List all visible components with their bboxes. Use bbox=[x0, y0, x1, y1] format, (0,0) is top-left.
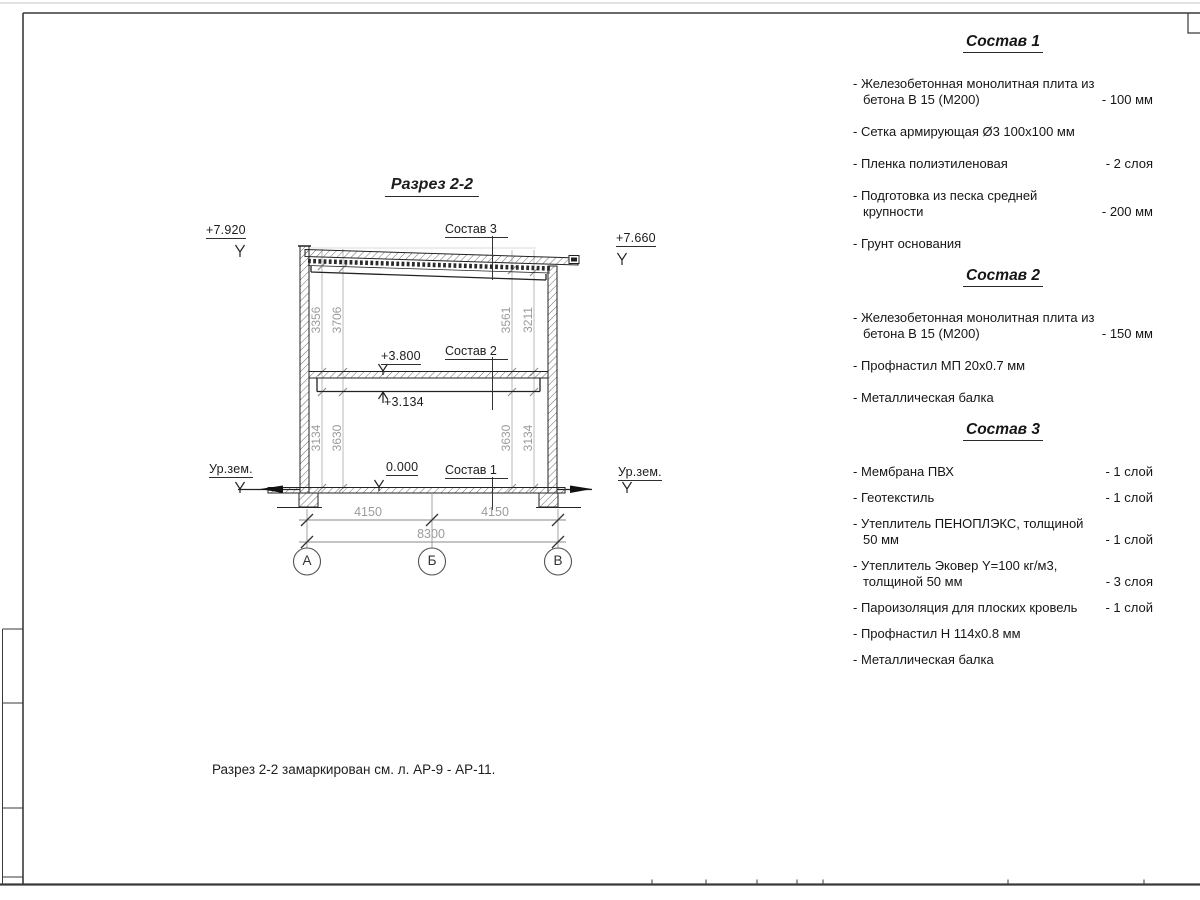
spec-item: - Железобетонная монолитная плита из бетона В 15 (М200) - 100 мм bbox=[853, 76, 1153, 107]
spec-section-title: Состав 3 bbox=[853, 422, 1153, 438]
axis-label-a: А bbox=[302, 553, 312, 568]
level-arrows bbox=[236, 245, 632, 493]
level-roof-left: +7.920 bbox=[206, 223, 246, 237]
spec-item: - Металлическая балка bbox=[853, 390, 994, 405]
spec-item: - Сетка армирующая Ø3 100х100 мм bbox=[853, 124, 1075, 139]
spec-item: - Грунт основания bbox=[853, 236, 962, 251]
spec-section-title: Состав 1 bbox=[853, 34, 1153, 50]
section-note: Разрез 2-2 замаркирован см. л. АР-9 - АР-11. bbox=[212, 762, 496, 777]
spec-section-2 bbox=[853, 268, 1153, 406]
dim-lower-left-outer: 3134 bbox=[309, 424, 323, 452]
level-floor1: 0.000 bbox=[386, 460, 419, 474]
dim-span-right: 4150 bbox=[481, 505, 509, 519]
dim-upper-left-inner: 3706 bbox=[330, 306, 344, 334]
dim-total: 8300 bbox=[417, 527, 445, 541]
foundation-left bbox=[299, 493, 318, 507]
spec-section-3 bbox=[853, 422, 1153, 668]
spec-panel bbox=[853, 26, 1153, 678]
spec-item: - Профнастил Н 114х0.8 мм bbox=[853, 626, 1021, 641]
leader-label-sostav2: Состав 2 bbox=[445, 344, 508, 360]
spec-item: - Пароизоляция для плоских кровель - 1 слой bbox=[853, 600, 1153, 615]
foundation-right bbox=[539, 493, 558, 507]
leader-label-sostav1: Состав 1 bbox=[445, 463, 508, 479]
axis-label-b: Б bbox=[427, 553, 437, 568]
floor1-slab bbox=[268, 488, 565, 494]
spec-item: - Геотекстиль - 1 слой bbox=[853, 490, 1153, 505]
floor2-slab bbox=[309, 372, 548, 379]
leader-label-sostav3: Состав 3 bbox=[445, 222, 508, 238]
spec-section-title: Состав 2 bbox=[853, 268, 1153, 284]
dim-lower-right-outer: 3134 bbox=[521, 424, 535, 452]
spec-item: - Утеплитель ПЕНОПЛЭКС, толщиной 50 мм - 1 слой bbox=[853, 516, 1153, 547]
level-beam: +3.134 bbox=[384, 395, 424, 409]
spec-item: - Железобетонная монолитная плита из бетона В 15 (М200) - 150 мм bbox=[853, 310, 1153, 341]
level-roof-right: +7.660 bbox=[616, 231, 656, 245]
drawing-title: Разрез 2-2 bbox=[385, 176, 479, 197]
dim-span-left: 4150 bbox=[354, 505, 382, 519]
floor2-beam bbox=[317, 379, 540, 392]
dim-upper-left-outer: 3356 bbox=[309, 306, 323, 334]
dim-lower-right-inner: 3630 bbox=[499, 424, 513, 452]
spec-item: - Мембрана ПВХ - 1 слой bbox=[853, 464, 1153, 479]
spec-section-1 bbox=[853, 34, 1153, 252]
spec-item: - Утеплитель Эковер Y=100 кг/м3, толщиной 50 мм - 3 слоя bbox=[853, 558, 1153, 589]
axis-label-v: В bbox=[553, 553, 563, 568]
wall-right bbox=[548, 266, 557, 493]
ground-label-left: Ур.зем. bbox=[209, 462, 253, 476]
level-floor2: +3.800 bbox=[381, 349, 421, 363]
dim-upper-right-outer: 3211 bbox=[521, 307, 535, 333]
spec-item: - Профнастил МП 20х0.7 мм bbox=[853, 358, 1026, 373]
ground-label-right: Ур.зем. bbox=[618, 465, 662, 479]
dim-lower-left-inner: 3630 bbox=[330, 424, 344, 452]
dim-upper-right-inner: 3561 bbox=[499, 306, 513, 334]
grade-arrow-right bbox=[570, 486, 592, 494]
spec-item: - Подготовка из песка средней крупности - 200 мм bbox=[853, 188, 1153, 219]
wall-left bbox=[300, 246, 309, 493]
spec-item: - Пленка полиэтиленовая - 2 слоя bbox=[853, 156, 1153, 171]
spec-item: - Металлическая балка bbox=[853, 652, 994, 667]
